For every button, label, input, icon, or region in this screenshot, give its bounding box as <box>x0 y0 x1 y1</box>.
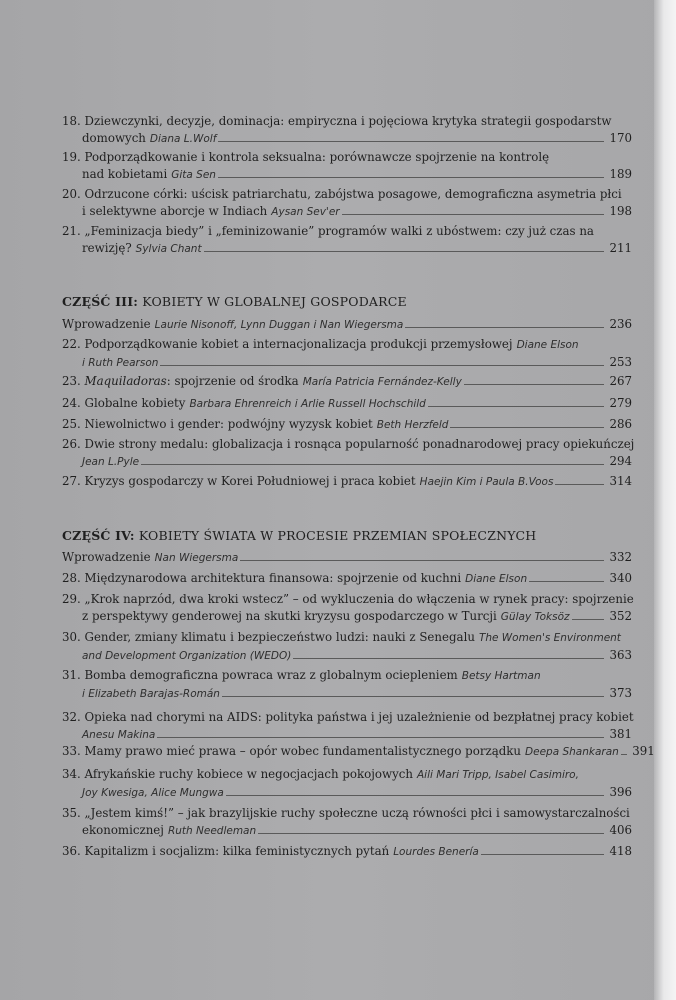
entry-author: Aysan Sev'er <box>271 206 340 218</box>
entry-number: 36. <box>62 844 81 858</box>
leader-line <box>222 696 604 697</box>
entry-page: 396 <box>609 785 632 799</box>
entry-number: 20. <box>62 187 81 201</box>
entry-title-cont: domowych <box>82 131 146 145</box>
entry-number: 25. <box>62 417 81 431</box>
entry-number: 27. <box>62 474 81 488</box>
entry-title: Międzynarodowa architektura finansowa: spojrzenie od kuchni <box>84 571 462 585</box>
entry-page: 314 <box>609 474 632 488</box>
entry-number: 29. <box>62 592 81 606</box>
entry-author-cont: i Elizabeth Barajas-Román <box>82 688 220 700</box>
entry-page: 294 <box>609 454 632 468</box>
leader-line <box>481 854 604 855</box>
entry-number: 23. <box>62 374 81 388</box>
entry-title: Wprowadzenie <box>62 317 151 331</box>
entry-page: 381 <box>609 727 632 741</box>
entry-author-cont: Joy Kwesiga, Alice Mungwa <box>82 787 224 799</box>
leader-line <box>464 384 604 385</box>
leader-line <box>218 141 604 142</box>
leader-line <box>141 464 604 465</box>
entry-author: The Women's Environment <box>478 632 621 644</box>
entry-number: 31. <box>62 668 81 682</box>
toc-entry-18[interactable] <box>62 113 632 148</box>
toc-entry-23[interactable] <box>62 373 632 391</box>
toc-entry-part3-intro[interactable] <box>62 316 632 334</box>
entry-page: 198 <box>609 204 632 218</box>
entry-author: Deepa Shankaran <box>525 746 619 758</box>
entry-author-cont: and Development Organization (WEDO) <box>82 650 292 662</box>
toc-entry-35[interactable] <box>62 805 632 840</box>
entry-title: Bomba demograficzna powraca wraz z globalnym ociepleniem <box>84 668 458 682</box>
leader-line <box>258 833 604 834</box>
entry-number: 34. <box>62 767 81 781</box>
entry-author: Gülay Toksöz <box>500 611 570 623</box>
toc-entry-33[interactable] <box>62 743 655 761</box>
entry-page: 391 <box>632 744 655 758</box>
entry-title: Niewolnictwo i gender: podwójny wyzysk kobiet <box>84 417 373 431</box>
leader-line <box>342 214 604 215</box>
entry-author: Ruth Needleman <box>167 825 257 837</box>
entry-number: 21. <box>62 224 81 238</box>
entry-author: Diane Elson <box>465 573 528 585</box>
entry-page: 352 <box>609 609 632 623</box>
toc-entry-27[interactable] <box>62 473 632 491</box>
leader-line <box>529 581 604 582</box>
entry-number: 30. <box>62 630 81 644</box>
entry-number: 33. <box>62 744 81 758</box>
entry-title-cont: nad kobietami <box>82 167 168 181</box>
leader-line <box>450 427 604 428</box>
entry-page: 279 <box>609 396 632 410</box>
entry-page: 211 <box>609 241 632 255</box>
entry-number: 19. <box>62 150 81 164</box>
entry-author: Laurie Nisonoff, Lynn Duggan i Nan Wiegersma <box>154 319 404 331</box>
entry-title: Dwie strony medalu: globalizacja i rosnąca popularność ponadnarodowej pracy opiekuńczej <box>84 437 635 451</box>
entry-page: 340 <box>609 571 632 585</box>
toc-entry-36[interactable] <box>62 843 632 861</box>
entry-title-cont: z perspektywy genderowej na skutki kryzysu gospodarczego w Turcji <box>82 609 497 623</box>
entry-author: Aili Mari Tripp, Isabel Casimiro, <box>417 769 579 781</box>
book-spine-shadow <box>654 0 676 1000</box>
toc-entry-part4-intro[interactable] <box>62 549 632 567</box>
toc-entry-26[interactable] <box>62 436 635 471</box>
toc-entry-32[interactable] <box>62 709 632 744</box>
entry-author: María Patricia Fernández-Kelly <box>302 376 462 388</box>
entry-author: Sylvia Chant <box>135 243 202 255</box>
toc-entry-31[interactable] <box>62 667 632 703</box>
part-label: CZĘŚĆ IV: <box>62 528 135 543</box>
entry-author: Jean L.Pyle <box>82 456 140 468</box>
leader-line <box>204 251 604 252</box>
toc-entry-19[interactable] <box>62 149 632 184</box>
entry-page: 373 <box>609 686 632 700</box>
entry-number: 26. <box>62 437 81 451</box>
entry-author: Haejin Kim i Paula B.Voos <box>419 476 554 488</box>
part-label: CZĘŚĆ III: <box>62 294 139 309</box>
entry-author: Beth Herzfeld <box>376 419 449 431</box>
entry-title-cont: i selektywne aborcje w Indiach <box>82 204 268 218</box>
leader-line <box>555 484 604 485</box>
toc-entry-22[interactable] <box>62 336 632 372</box>
entry-title-italic: Maquiladoras <box>84 374 167 388</box>
entry-author: Diana L.Wolf <box>149 133 217 145</box>
entry-title-cont: ekonomicznej <box>82 823 164 837</box>
entry-title: Podporządkowanie kobiet a internacjonalizacja produkcji przemysłowej <box>84 337 513 351</box>
entry-number: 28. <box>62 571 81 585</box>
toc-entry-29[interactable] <box>62 591 632 626</box>
entry-page: 267 <box>609 374 632 388</box>
entry-author: Lourdes Benería <box>393 846 479 858</box>
entry-author: Gita Sen <box>171 169 216 181</box>
part-3-heading <box>62 294 407 309</box>
entry-author: Nan Wiegersma <box>154 552 239 564</box>
entry-title-cont: rewizję? <box>82 241 132 255</box>
toc-entry-30[interactable] <box>62 629 632 665</box>
toc-entry-28[interactable] <box>62 570 632 588</box>
entry-title: Mamy prawo mieć prawa – opór wobec fundamentalistycznego porządku <box>84 744 522 758</box>
part-title: KOBIETY W GLOBALNEJ GOSPODARCE <box>142 294 407 309</box>
entry-author: Anesu Makina <box>82 729 156 741</box>
entry-author-cont: i Ruth Pearson <box>82 357 159 369</box>
entry-page: 418 <box>609 844 632 858</box>
entry-title: Kapitalizm i socjalizm: kilka feministycznych pytań <box>84 844 390 858</box>
entry-page: 363 <box>609 648 632 662</box>
entry-page: 286 <box>609 417 632 431</box>
entry-number: 22. <box>62 337 81 351</box>
leader-line <box>572 619 604 620</box>
entry-number: 24. <box>62 396 81 410</box>
part-4-heading <box>62 528 536 543</box>
toc-entry-20[interactable] <box>62 186 632 221</box>
entry-page: 253 <box>609 355 632 369</box>
toc-entry-34[interactable] <box>62 766 632 802</box>
leader-line <box>226 795 604 796</box>
entry-title: : spojrzenie od środka <box>166 374 299 388</box>
entry-author: Barbara Ehrenreich i Arlie Russell Hochschild <box>189 398 426 410</box>
leader-line <box>621 754 627 755</box>
entry-title: „Krok naprzód, dwa kroki wstecz” – od wykluczenia do włączenia w rynek pracy: spojrzenie <box>84 592 634 606</box>
entry-page: 332 <box>609 550 632 564</box>
leader-line <box>240 560 604 561</box>
leader-line <box>405 327 604 328</box>
entry-title: „Jestem kimś!” – jak brazylijskie ruchy społeczne uczą równości płci i samowystarczalności <box>84 806 630 820</box>
entry-page: 170 <box>609 131 632 145</box>
entry-title: Podporządkowanie i kontrola seksualna: porównawcze spojrzenie na kontrolę <box>84 150 550 164</box>
leader-line <box>293 658 604 659</box>
entry-title: Odrzucone córki: uścisk patriarchatu, zabójstwa posagowe, demograficzna asymetria płci <box>84 187 622 201</box>
entry-title: Globalne kobiety <box>84 396 186 410</box>
entry-page: 406 <box>609 823 632 837</box>
toc-entry-24[interactable] <box>62 395 632 413</box>
toc-entry-21[interactable] <box>62 223 632 258</box>
entry-number: 18. <box>62 114 81 128</box>
leader-line <box>428 406 604 407</box>
entry-page: 236 <box>609 317 632 331</box>
part-title: KOBIETY ŚWIATA W PROCESIE PRZEMIAN SPOŁECZNYCH <box>138 528 537 543</box>
entry-title: Dziewczynki, decyzje, dominacja: empiryczna i pojęciowa krytyka strategii gospodarstw <box>84 114 612 128</box>
entry-title: Afrykańskie ruchy kobiece w negocjacjach pokojowych <box>84 767 413 781</box>
toc-entry-25[interactable] <box>62 416 632 434</box>
entry-number: 32. <box>62 710 81 724</box>
leader-line <box>157 737 604 738</box>
entry-author: Betsy Hartman <box>461 670 541 682</box>
entry-title: Opieka nad chorymi na AIDS: polityka państwa i jej uzależnienie od bezpłatnej pracy kobiet <box>84 710 634 724</box>
entry-page: 189 <box>609 167 632 181</box>
entry-title: Gender, zmiany klimatu i bezpieczeństwo ludzi: nauki z Senegalu <box>84 630 475 644</box>
leader-line <box>160 365 604 366</box>
entry-title: Kryzys gospodarczy w Korei Południowej i praca kobiet <box>84 474 416 488</box>
entry-title: „Feminizacja biedy” i „feminizowanie” programów walki z ubóstwem: czy już czas na <box>84 224 594 238</box>
entry-title: Wprowadzenie <box>62 550 151 564</box>
entry-number: 35. <box>62 806 81 820</box>
leader-line <box>218 177 604 178</box>
entry-author: Diane Elson <box>516 339 579 351</box>
